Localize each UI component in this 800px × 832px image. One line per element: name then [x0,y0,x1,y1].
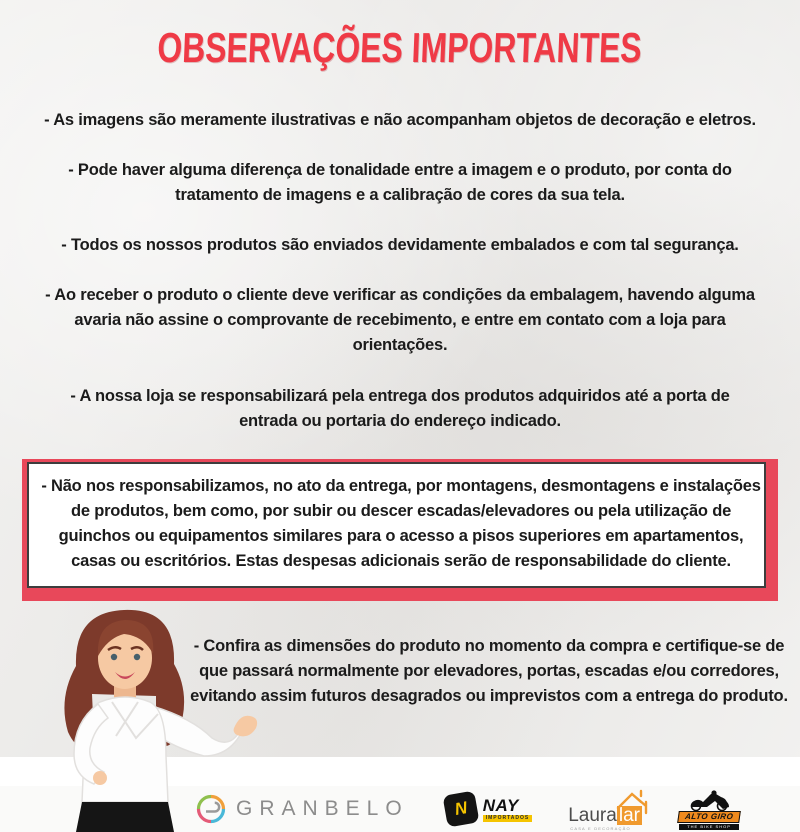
notice-paragraph-2: - Pode haver alguma diferença de tonalidade entre a imagem e o produto, por conta do tratamento de imagens e a calibração de cores da sua tela. [68,161,732,205]
altogiro-logo [678,789,740,830]
lauralar-tagline: CASA E DECORAÇÃO [570,825,631,831]
responsibility-warning-box [22,459,778,601]
cyclist-icon [687,789,731,811]
page-title: OBSERVAÇÕES IMPORTANTES [156,24,644,71]
boxed-note-text: - Não nos responsabilizamos, no ato da entrega, por montagens, desmontagens e instalações de produtos, bem como, por subir ou descer escadas/elevadores ou pela utilização de guinchos ou equipamentos similares para o acesso a pisos superiores em apartamentos, casas ou escritórios. Estas despesas adicionais serão de responsabilidade do cliente. [41,476,761,570]
lauralar-wordmark-part1: Laura [568,804,617,826]
title-wrap [0,0,800,72]
notice-paragraph-3: - Todos os nossos produtos são enviados devidamente embalados e com tal segurança. [61,236,739,255]
nay-tagline: IMPORTADOS [483,815,533,822]
notice-paragraph-4: - Ao receber o produto o cliente deve verificar as condições da embalagem, havendo alguma avaria não assine o comprovante de recebimento, e entre em contato com a loja para orientações. [45,286,755,355]
altogiro-wordmark: ALTO GIRO [677,811,741,823]
lauralar-logo [568,794,642,831]
nay-logo [445,793,533,825]
notice-paragraph-5: - A nossa loja se responsabilizará pela entrega dos produtos adquiridos até a porta de entrada ou portaria do endereço indicado. [70,386,730,430]
house-icon [616,788,650,814]
nay-initial: N [452,798,469,819]
granbelo-logo [196,794,409,824]
nay-wordmark: NAY [482,795,519,815]
delivery-note-text: - Confira as dimensões do produto no momento da compra e certifique-se de que passará normalmente por elevadores, portas, escadas e/ou corredores, evitando assim futuros desagrados ou imprevistos com a entrega do produto. [190,636,788,705]
granbelo-wordmark: GRANBELO [236,797,409,821]
altogiro-tagline: THE BIKE SHOP [679,824,739,830]
lauralar-wordmark-part2: lar [618,804,640,826]
bottom-section [0,607,800,832]
granbelo-mark-icon [196,794,226,824]
notice-paragraph-1: - As imagens são meramente ilustrativas e não acompanham objetos de decoração e eletros. [44,111,756,129]
responsibility-warning-inner [27,462,766,588]
nay-tag-icon [442,790,479,827]
store-logos-row [196,786,800,832]
